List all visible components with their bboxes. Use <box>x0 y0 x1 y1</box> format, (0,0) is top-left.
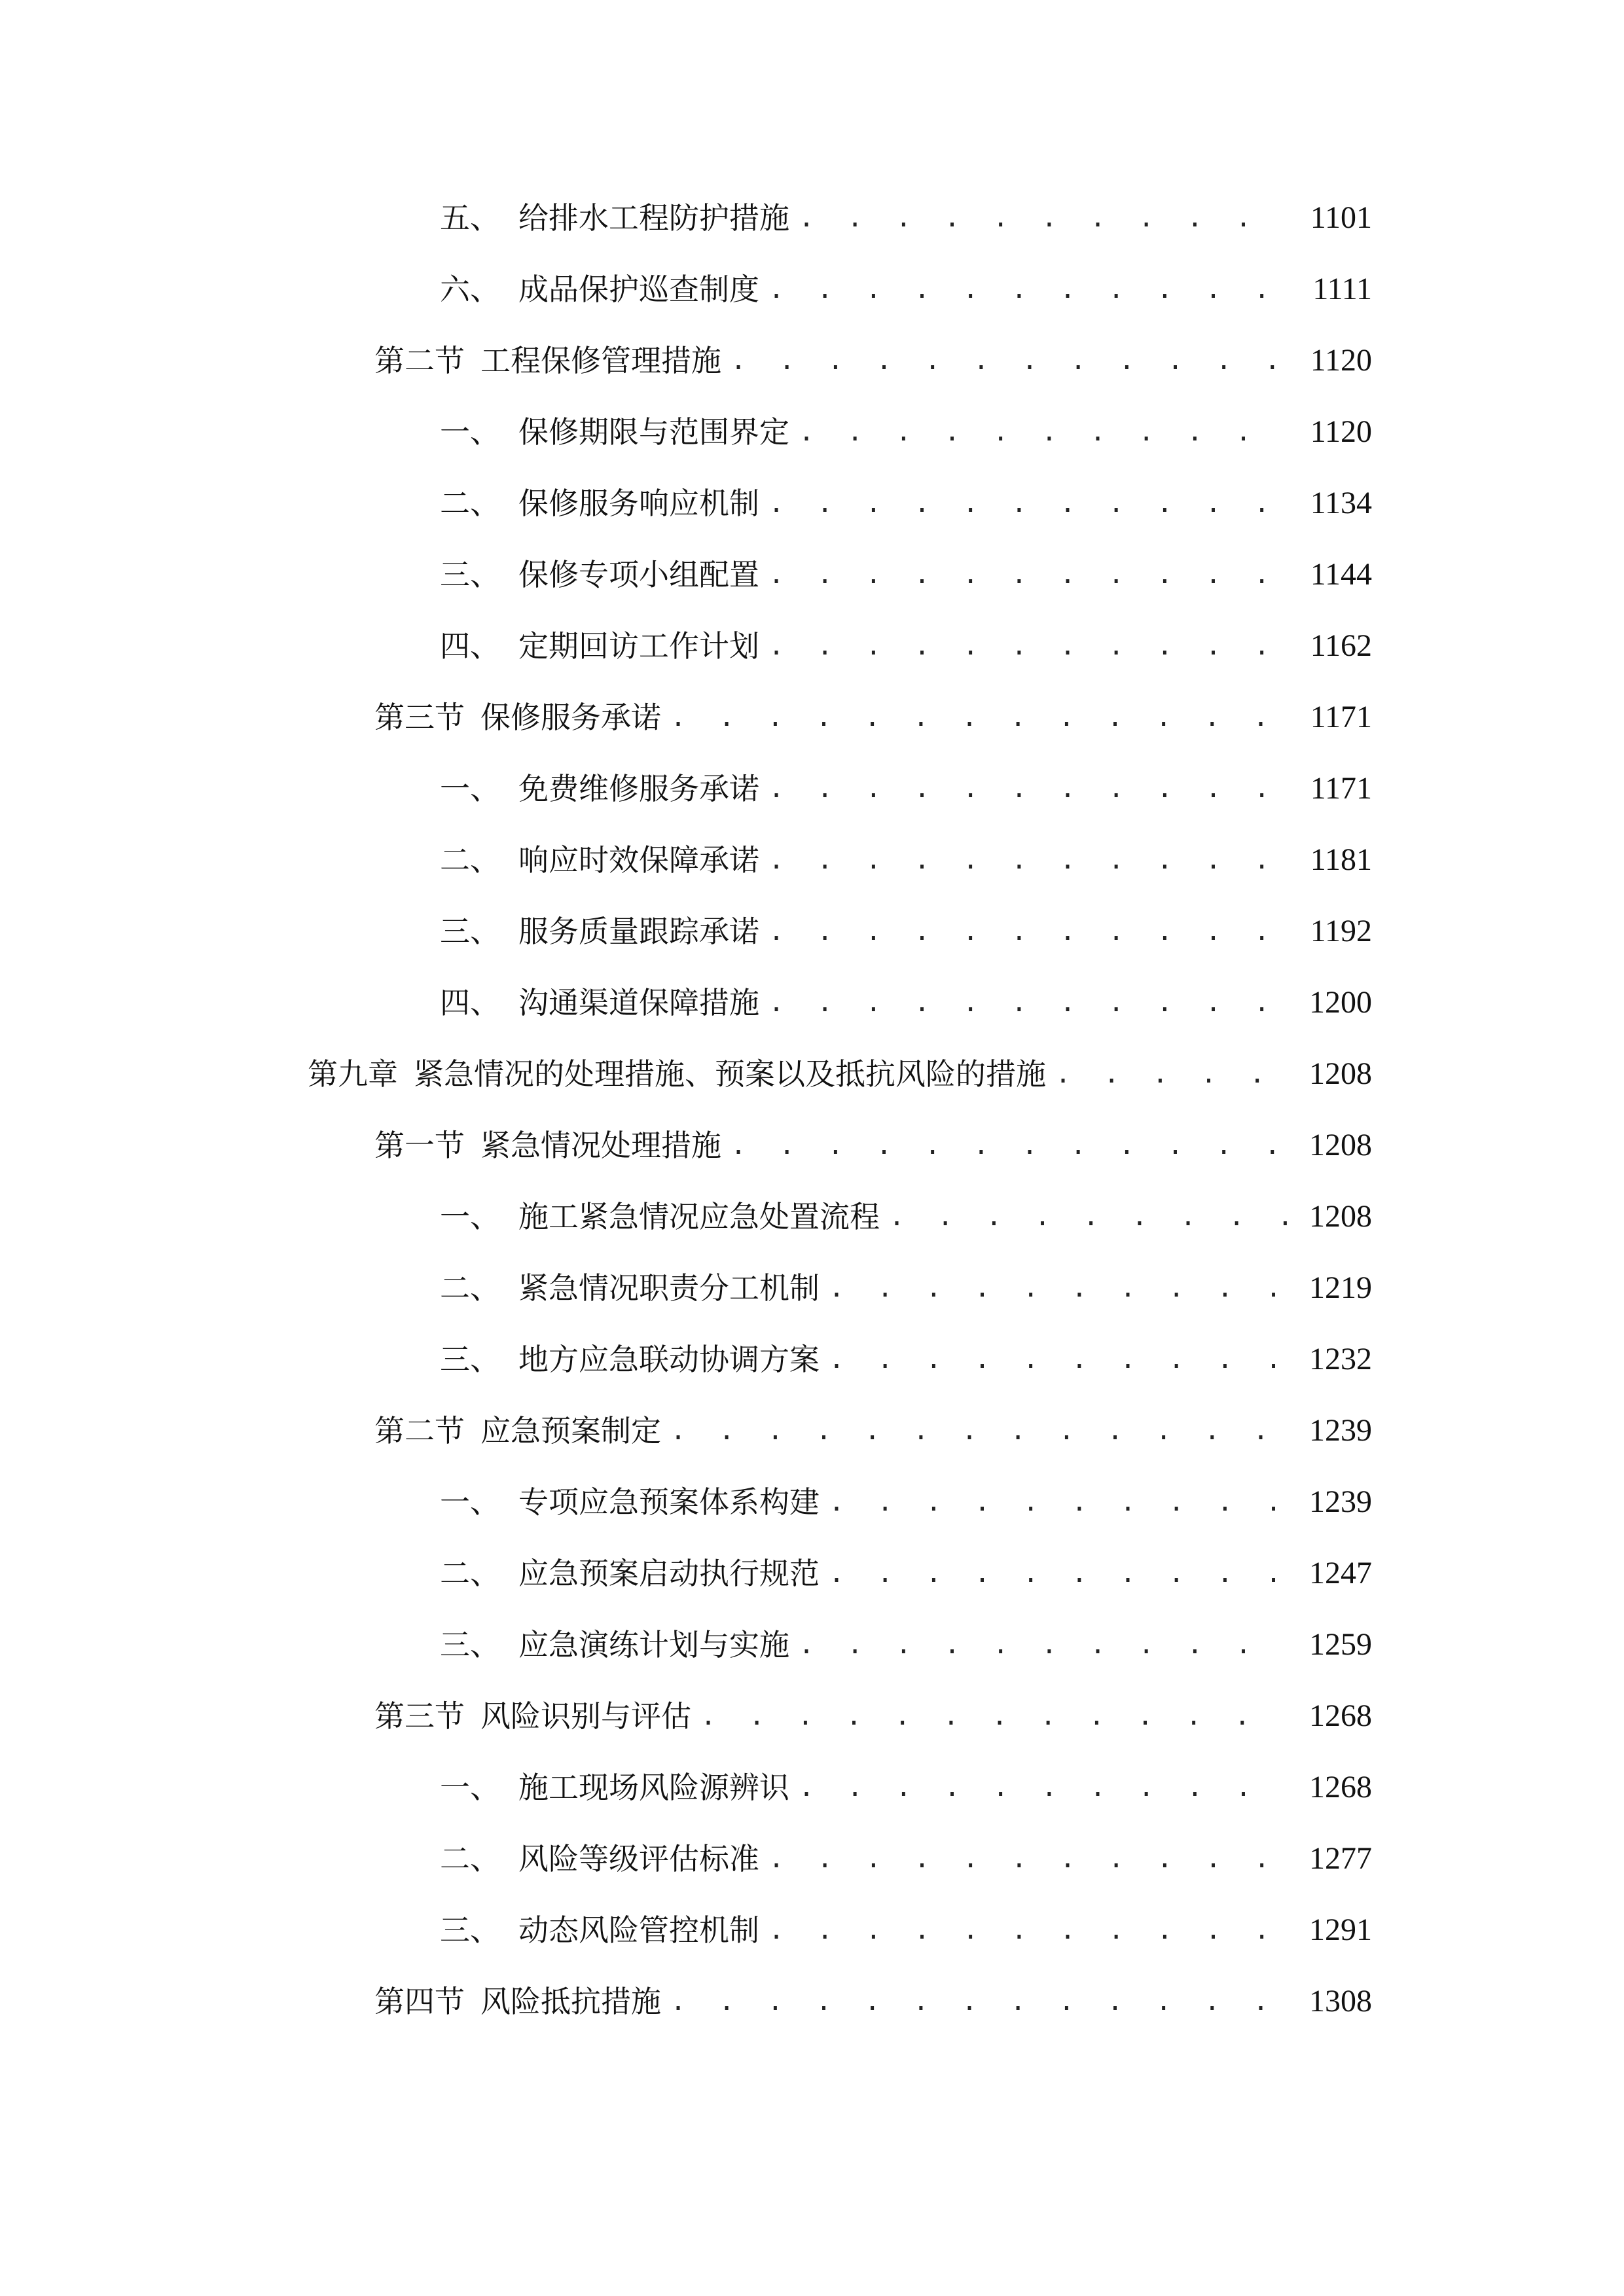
toc-entry-marker: 五、 <box>440 200 500 236</box>
toc-entry-marker: 第九章 <box>308 1056 398 1092</box>
toc-entry-marker: 第一节 <box>374 1128 465 1163</box>
dot-leader <box>731 1119 1288 1172</box>
toc-entry-marker: 三、 <box>440 557 500 592</box>
dot-leader <box>829 1547 1288 1600</box>
toc-entry[interactable] <box>374 334 1372 387</box>
dot-leader <box>768 620 1288 672</box>
toc-page-number: 1219 <box>1309 1270 1372 1305</box>
toc-entry[interactable] <box>374 1690 1372 1742</box>
toc-entry-marker: 三、 <box>440 1627 500 1662</box>
toc-entry-marker: 一、 <box>440 771 500 806</box>
dot-leader <box>829 1262 1288 1314</box>
toc-entry[interactable] <box>440 620 1372 672</box>
toc-entry-title: 专项应急预案体系构建 <box>518 1484 820 1520</box>
toc-entry[interactable] <box>440 834 1372 886</box>
toc-page-number: 1277 <box>1309 1841 1372 1876</box>
toc-entry-marker: 第三节 <box>374 700 465 735</box>
dot-leader <box>768 834 1288 886</box>
toc-entry-title: 保修专项小组配置 <box>518 557 759 592</box>
toc-page-number: 1268 <box>1309 1698 1372 1733</box>
toc-page-number: 1308 <box>1309 1984 1372 2018</box>
toc-entry-title: 成品保护巡查制度 <box>518 272 759 307</box>
toc-page-number: 1162 <box>1310 628 1372 663</box>
toc-entry-title: 响应时效保障承诺 <box>518 842 759 878</box>
toc-page-number: 1181 <box>1310 842 1372 877</box>
toc-page-number: 1171 <box>1310 771 1372 806</box>
toc-entry[interactable] <box>308 1048 1372 1100</box>
toc-entry-title: 风险识别与评估 <box>480 1698 691 1734</box>
dot-leader <box>799 1761 1288 1814</box>
toc-entry-title: 应急演练计划与实施 <box>518 1627 789 1662</box>
toc-entry-marker: 三、 <box>440 1912 500 1948</box>
toc-entry-title: 地方应急联动协调方案 <box>518 1342 820 1377</box>
toc-entry[interactable] <box>440 406 1372 458</box>
toc-page-number: 1208 <box>1309 1128 1372 1162</box>
toc-page-number: 1101 <box>1310 200 1372 235</box>
toc-entry-title: 施工现场风险源辨识 <box>518 1770 789 1805</box>
dot-leader <box>799 192 1288 244</box>
toc-entry[interactable] <box>440 1333 1372 1386</box>
toc-page-number: 1259 <box>1309 1627 1372 1662</box>
toc-page-number: 1239 <box>1309 1413 1372 1448</box>
dot-leader <box>670 1405 1288 1457</box>
toc-entry-title: 保修服务响应机制 <box>518 486 759 521</box>
toc-entry-marker: 第二节 <box>374 343 465 378</box>
toc-entry[interactable] <box>440 1904 1372 1956</box>
toc-entry-marker: 一、 <box>440 1199 500 1234</box>
toc-page-number: 1208 <box>1309 1056 1372 1091</box>
toc-page-number: 1120 <box>1310 343 1372 378</box>
dot-leader <box>1055 1048 1288 1100</box>
toc-entry-title: 服务质量跟踪承诺 <box>518 914 759 949</box>
toc-entry[interactable] <box>440 905 1372 958</box>
toc-entry-title: 施工紧急情况应急处置流程 <box>518 1199 880 1234</box>
toc-entry-title: 定期回访工作计划 <box>518 628 759 664</box>
toc-entry-marker: 二、 <box>440 842 500 878</box>
toc-entry-marker: 四、 <box>440 985 500 1020</box>
toc-entry-title: 保修期限与范围界定 <box>518 414 789 450</box>
toc-entry[interactable] <box>440 977 1372 1029</box>
dot-leader <box>889 1191 1288 1243</box>
toc-entry[interactable] <box>440 762 1372 815</box>
toc-entry[interactable] <box>374 1975 1372 2028</box>
dot-leader <box>700 1690 1288 1742</box>
toc-page-number: 1291 <box>1309 1912 1372 1947</box>
toc-page-number: 1144 <box>1310 557 1372 592</box>
toc-entry-title: 动态风险管控机制 <box>518 1912 759 1948</box>
toc-page-number: 1232 <box>1309 1342 1372 1376</box>
toc-entry-marker: 第三节 <box>374 1698 465 1734</box>
toc-entry[interactable] <box>440 477 1372 529</box>
dot-leader <box>768 1833 1288 1885</box>
toc-entry-marker: 第四节 <box>374 1984 465 2019</box>
toc-entry[interactable] <box>440 1833 1372 1885</box>
toc-entry[interactable] <box>440 192 1372 244</box>
toc-entry-marker: 三、 <box>440 914 500 949</box>
toc-entry-marker: 二、 <box>440 1270 500 1306</box>
toc-entry-title: 紧急情况职责分工机制 <box>518 1270 820 1306</box>
dot-leader <box>799 406 1288 458</box>
toc-entry-marker: 四、 <box>440 628 500 664</box>
toc-entry-title: 沟通渠道保障措施 <box>518 985 759 1020</box>
toc-page-number: 1171 <box>1310 700 1372 734</box>
toc-page-number: 1200 <box>1309 985 1372 1020</box>
toc-page-number: 1134 <box>1310 486 1372 520</box>
toc-page-number: 1268 <box>1309 1770 1372 1804</box>
dot-leader <box>829 1333 1288 1386</box>
toc-page-number: 1208 <box>1309 1199 1372 1234</box>
dot-leader <box>768 977 1288 1029</box>
toc-entry-title: 应急预案启动执行规范 <box>518 1556 820 1591</box>
toc-entry-title: 工程保修管理措施 <box>480 343 721 378</box>
dot-leader <box>670 691 1288 744</box>
toc-entry-marker: 第二节 <box>374 1413 465 1448</box>
toc-entry[interactable] <box>440 1262 1372 1314</box>
toc-entry-marker: 三、 <box>440 1342 500 1377</box>
toc-entry-marker: 二、 <box>440 486 500 521</box>
toc-page-number: 1239 <box>1309 1484 1372 1519</box>
toc-entry[interactable] <box>440 263 1372 315</box>
toc-page-number: 1192 <box>1310 914 1372 948</box>
toc-entry-marker: 一、 <box>440 1484 500 1520</box>
dot-leader <box>799 1619 1288 1671</box>
toc-entry-title: 紧急情况处理措施 <box>480 1128 721 1163</box>
toc-entry-marker: 六、 <box>440 272 500 307</box>
toc-entry[interactable] <box>374 691 1372 744</box>
toc-entry[interactable] <box>440 1761 1372 1814</box>
toc-entry[interactable] <box>440 1547 1372 1600</box>
dot-leader <box>670 1975 1288 2028</box>
toc-entry[interactable] <box>440 548 1372 601</box>
toc-entry[interactable] <box>374 1405 1372 1457</box>
toc-entry[interactable] <box>374 1119 1372 1172</box>
toc-entry-title: 风险抵抗措施 <box>480 1984 661 2019</box>
toc-entry-title: 应急预案制定 <box>480 1413 661 1448</box>
dot-leader <box>768 548 1288 601</box>
toc-entry[interactable] <box>440 1619 1372 1671</box>
toc-entry-marker: 一、 <box>440 1770 500 1805</box>
dot-leader <box>768 762 1288 815</box>
dot-leader <box>768 905 1288 958</box>
dot-leader <box>768 263 1288 315</box>
toc-entry-title: 免费维修服务承诺 <box>518 771 759 806</box>
toc-entry[interactable] <box>440 1191 1372 1243</box>
toc-entry-marker: 二、 <box>440 1841 500 1876</box>
toc-entry-title: 给排水工程防护措施 <box>518 200 789 236</box>
dot-leader <box>768 477 1288 529</box>
toc-entry-title: 风险等级评估标准 <box>518 1841 759 1876</box>
dot-leader <box>829 1476 1288 1528</box>
toc-page-number: 1247 <box>1309 1556 1372 1590</box>
toc-entry-title: 保修服务承诺 <box>480 700 661 735</box>
dot-leader <box>768 1904 1288 1956</box>
toc-entry[interactable] <box>440 1476 1372 1528</box>
toc-page-number: 1111 <box>1312 272 1372 306</box>
toc-entry-title: 紧急情况的处理措施、预案以及抵抗风险的措施 <box>414 1056 1046 1092</box>
toc-entry-marker: 二、 <box>440 1556 500 1591</box>
dot-leader <box>731 334 1288 387</box>
toc-page-number: 1120 <box>1310 414 1372 449</box>
toc-entry-marker: 一、 <box>440 414 500 450</box>
